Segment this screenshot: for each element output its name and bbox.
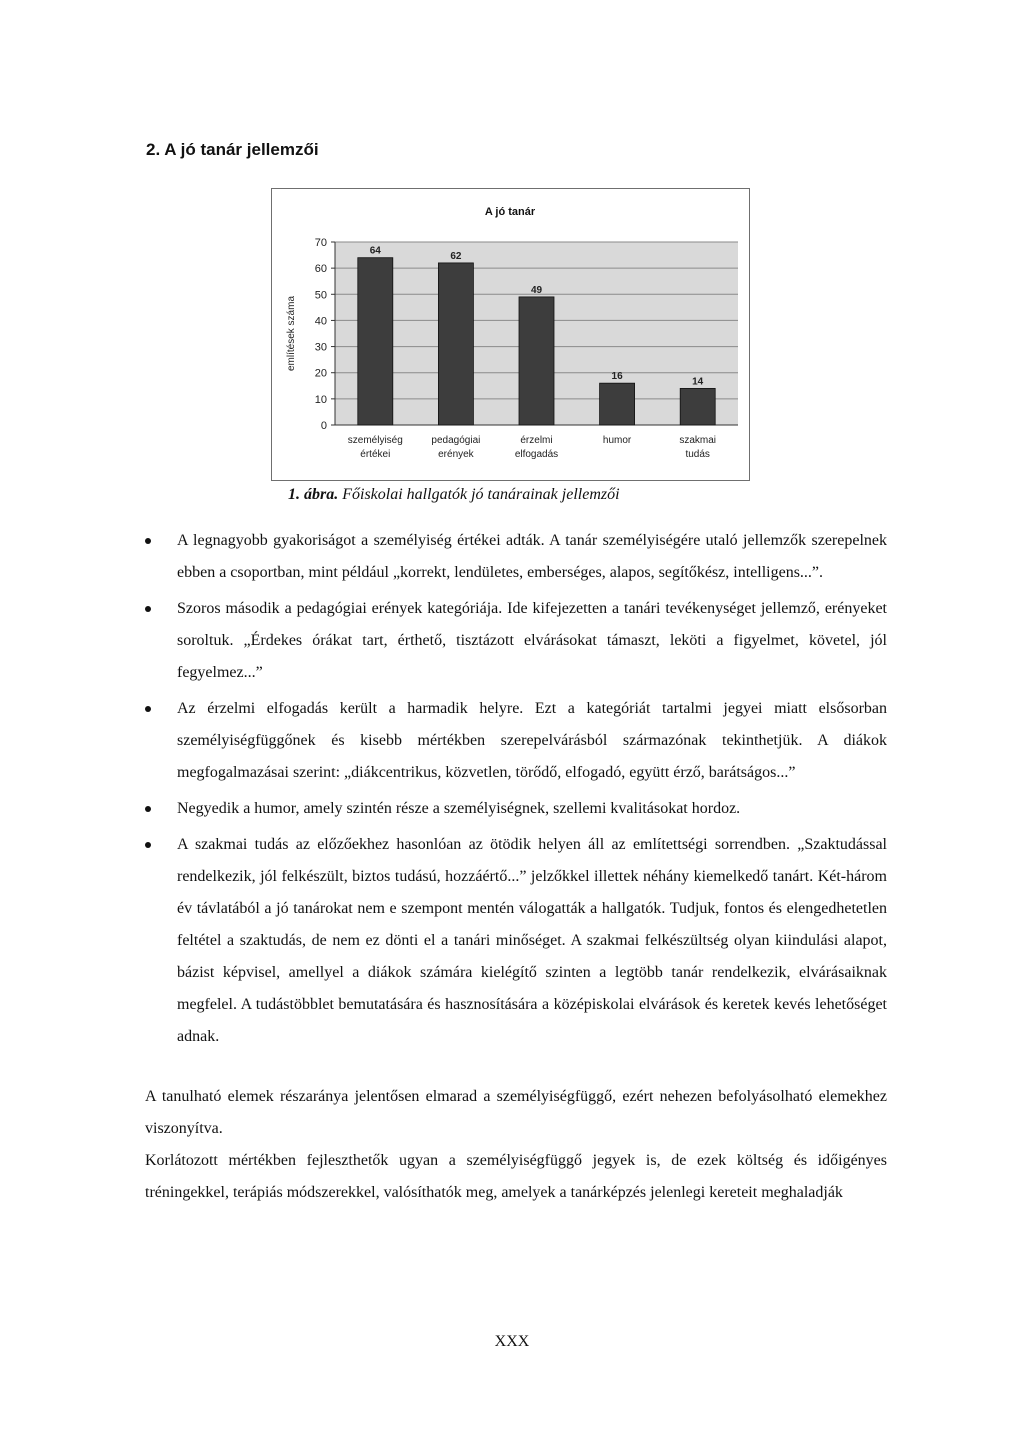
data-label: 49 [530,284,543,296]
data-label: 16 [611,371,623,383]
list-item: Negyedik a humor, amely szintén része a személyiségnek, szellemi kvalitásokat hordoz. [145,793,887,825]
x-tick-label: szakmai [679,435,717,446]
bullet-list [145,525,887,1053]
paragraph: A tanulható elemek részaránya jelentősen elmarad a személyiségfüggő, ezért nehezen befolyásolható elemekhez viszonyítva. [145,1088,887,1137]
bar [438,263,473,425]
x-tick-label: elfogadás [514,449,559,460]
bar-chart [271,188,750,481]
y-tick-label: 10 [314,393,327,406]
page-number: XXX [494,1333,530,1350]
list-item: Az érzelmi elfogadás került a harmadik helyre. Ezt a kategóriát tartalmi jegyei miatt elsősorban személyiségfüggőnek és kisebb mértékben szerepelvárásból származónak tekinthetjük. A diákok megfogalmazásai szerint: „diákcentrikus, közvetlen, törődő, elfogadó, együtt érző, barátságos...” [145,693,887,789]
x-tick-label: humor [602,435,632,446]
data-label: 64 [369,245,381,257]
bar [680,388,715,425]
y-axis-label: említések száma [286,295,297,372]
bar [519,297,554,425]
y-tick-label: 30 [314,341,327,354]
section-heading: 2. A jó tanár jellemzői [146,140,319,159]
data-label: 62 [450,250,462,262]
list-item: A szakmai tudás az előzőekhez hasonlóan az ötödik helyen áll az említettségi sorrendben. „Szaktudással rendelkezik, jól felkészült, biztos tudású, hozzáértő...” jelzőkkel illettek néhány kiemelkedő tanárt. Két-három év távlatából a jó tanárokat nem e szempont mentén válogatták a hallgatók. Tudjuk, fontos és elengedhetetlen feltétel a szaktudás, de nem ez dönti el a tanári minőséget. A szakmai felkészültség olyan kiindulási alapot, bázist képvisel, amellyel a diákok számára kielégítő szinten a legtöbb tanár rendelkezik, elvárásaiknak megfelel. A tudástöbblet bemutatására és hasznosítására a középiskolai elvárások és keretek kevés lehetőséget adnak. [145,829,887,1053]
list-item: Szoros második a pedagógiai erények kategóriája. Ide kifejezetten a tanári tevékenységet jellemző, erényeket soroltuk. „Érdekes órákat tart, érthető, tisztázott elvárásokat támaszt, leköti a figyelmet, követel, jól fegyelmez...” [145,593,887,689]
y-tick-label: 0 [320,420,327,432]
figure-number: 1. ábra. [288,486,339,503]
data-label: 14 [692,376,704,388]
bar-chart-svg [272,189,749,480]
paragraph: Korlátozott mértékben fejleszthetők ugyan a személyiségfüggő jegyek is, de ezek költség és időigényes tréningekkel, terápiás módszerekkel, valósíthatók meg, amelyek a tanárképzés jelenlegi kereteit meghaladják [145,1152,887,1201]
x-tick-label: tudás [685,449,710,460]
y-tick-label: 40 [314,315,327,328]
chart-title: A jó tanár [484,206,536,218]
y-tick-label: 70 [314,237,327,249]
x-tick-label: erények [438,449,474,460]
figure-caption-text: Főiskolai hallgatók jó tanárainak jellemzői [342,486,620,503]
x-tick-label: érzelmi [520,435,553,446]
bar [600,383,635,425]
body-text [145,525,887,1209]
x-tick-label: személyiség [347,435,403,446]
figure-caption [288,486,758,504]
x-tick-label: értékei [360,449,391,460]
bar [358,258,393,425]
y-tick-label: 50 [314,289,327,302]
y-tick-label: 60 [314,263,327,276]
x-tick-label: pedagógiai [431,435,481,446]
y-tick-label: 20 [314,367,327,380]
list-item: A legnagyobb gyakoriságot a személyiség értékei adták. A tanár személyiségére utaló jellemzők szerepelnek ebben a csoportban, mint például „korrekt, lendületes, emberséges, alapos, segítőkész, intelligens...”. [145,525,887,589]
